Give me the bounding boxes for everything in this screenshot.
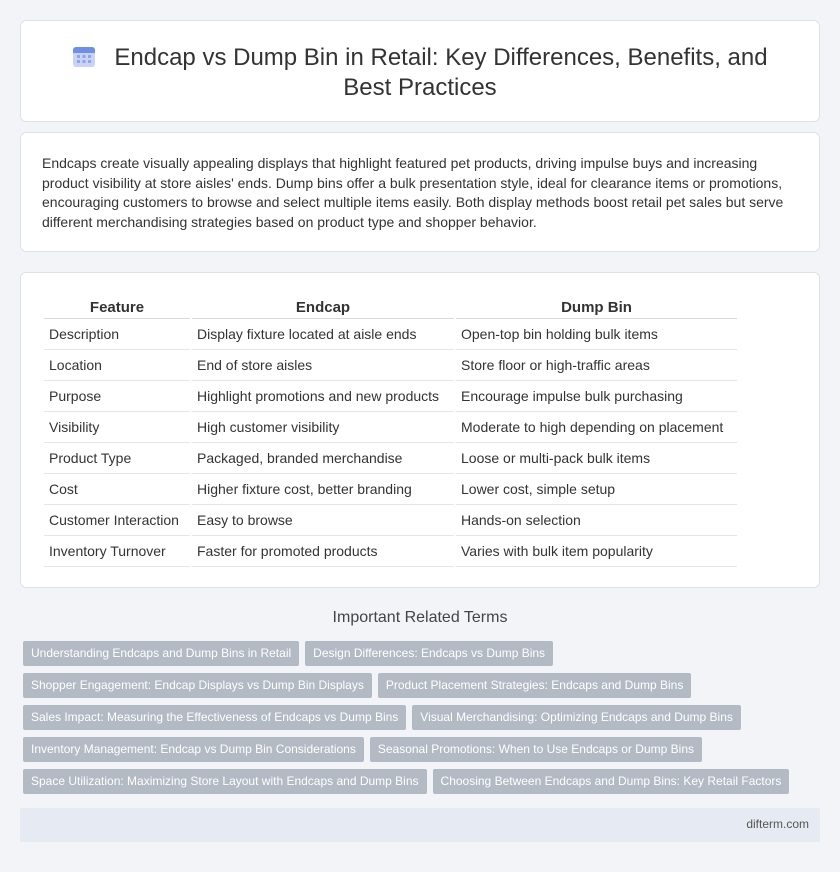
footer <box>20 808 820 842</box>
table-cell: Visibility <box>44 412 190 443</box>
table-cell: Faster for promoted products <box>192 536 454 567</box>
tag-row <box>23 705 813 737</box>
table-cell: Open-top bin holding bulk items <box>456 319 737 350</box>
related-term-link[interactable]: Sales Impact: Measuring the Effectiveness of Endcaps vs Dump Bins <box>23 705 406 730</box>
related-term-link[interactable]: Understanding Endcaps and Dump Bins in Retail <box>23 641 299 666</box>
related-term-link[interactable]: Inventory Management: Endcap vs Dump Bin Considerations <box>23 737 364 762</box>
calendar-icon <box>72 44 96 68</box>
comparison-table <box>42 297 739 567</box>
table-row <box>44 350 737 381</box>
table-cell: End of store aisles <box>192 350 454 381</box>
tag-row <box>23 673 813 705</box>
tag-row <box>23 737 813 769</box>
page-title <box>51 43 789 103</box>
intro-paragraph: Endcaps create visually appealing displays that highlight featured pet products, driving impulse buys and increasing product visibility at store aisles' ends. Dump bins offer a bulk presentation style, ideal for clearance items or promotions, encouraging customers to browse and select multiple items easily. Both display methods boost retail pet sales but serve different merchandising strategies based on product type and shopper behavior. <box>42 155 784 230</box>
header-dump-bin: Dump Bin <box>456 297 737 319</box>
tag-row <box>23 769 813 801</box>
footer-site-link[interactable]: difterm.com <box>746 817 809 831</box>
page-title-text: Endcap vs Dump Bin in Retail: Key Differences, Benefits, and Best Practices <box>114 44 768 101</box>
table-row <box>44 381 737 412</box>
table-cell: Lower cost, simple setup <box>456 474 737 505</box>
related-terms-list <box>23 641 813 801</box>
table-row <box>44 412 737 443</box>
table-cell: Inventory Turnover <box>44 536 190 567</box>
table-row <box>44 319 737 350</box>
related-terms-heading: Important Related Terms <box>332 609 508 626</box>
table-cell: Varies with bulk item popularity <box>456 536 737 567</box>
table-cell: Display fixture located at aisle ends <box>192 319 454 350</box>
table-cell: Product Type <box>44 443 190 474</box>
table-row <box>44 536 737 567</box>
related-term-link[interactable]: Choosing Between Endcaps and Dump Bins: Key Retail Factors <box>433 769 790 794</box>
related-term-link[interactable]: Shopper Engagement: Endcap Displays vs Dump Bin Displays <box>23 673 372 698</box>
table-header-row <box>44 297 737 319</box>
related-term-link[interactable]: Design Differences: Endcaps vs Dump Bins <box>305 641 553 666</box>
related-term-link[interactable]: Product Placement Strategies: Endcaps and Dump Bins <box>378 673 692 698</box>
table-cell: Cost <box>44 474 190 505</box>
table-cell: Purpose <box>44 381 190 412</box>
comparison-card <box>20 272 820 588</box>
table-row <box>44 474 737 505</box>
table-cell: Customer Interaction <box>44 505 190 536</box>
table-row <box>44 505 737 536</box>
table-cell: Encourage impulse bulk purchasing <box>456 381 737 412</box>
header-endcap: Endcap <box>192 297 454 319</box>
table-cell: Easy to browse <box>192 505 454 536</box>
table-cell: Packaged, branded merchandise <box>192 443 454 474</box>
table-cell: Hands-on selection <box>456 505 737 536</box>
related-term-link[interactable]: Visual Merchandising: Optimizing Endcaps and Dump Bins <box>412 705 741 730</box>
table-row <box>44 443 737 474</box>
title-card <box>20 20 820 122</box>
intro-card <box>20 132 820 252</box>
table-cell: High customer visibility <box>192 412 454 443</box>
table-cell: Location <box>44 350 190 381</box>
tag-row <box>23 641 813 673</box>
table-cell: Highlight promotions and new products <box>192 381 454 412</box>
related-term-link[interactable]: Seasonal Promotions: When to Use Endcaps or Dump Bins <box>370 737 702 762</box>
table-cell: Higher fixture cost, better branding <box>192 474 454 505</box>
header-feature: Feature <box>44 297 190 319</box>
table-cell: Description <box>44 319 190 350</box>
table-cell: Loose or multi-pack bulk items <box>456 443 737 474</box>
table-cell: Moderate to high depending on placement <box>456 412 737 443</box>
table-cell: Store floor or high-traffic areas <box>456 350 737 381</box>
related-term-link[interactable]: Space Utilization: Maximizing Store Layout with Endcaps and Dump Bins <box>23 769 427 794</box>
